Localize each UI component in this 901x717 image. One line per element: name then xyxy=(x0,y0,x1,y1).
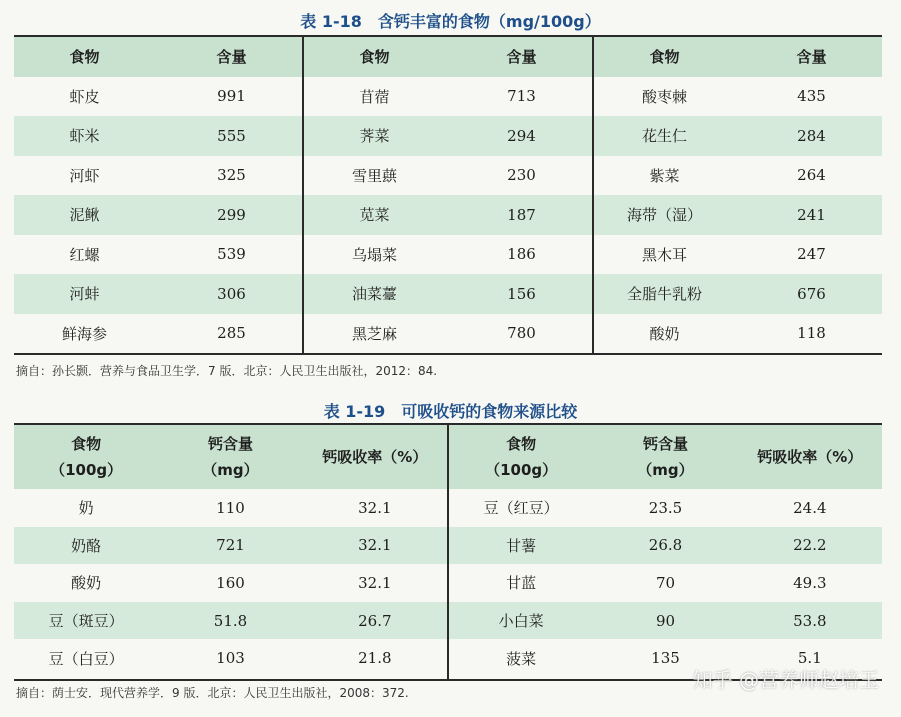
value-cell: 780 xyxy=(507,324,536,343)
table-header-row xyxy=(304,37,592,77)
table-row xyxy=(594,314,882,354)
rate-cell: 32.1 xyxy=(358,498,392,517)
food-cell: 豆（红豆） xyxy=(483,499,559,518)
table-row xyxy=(14,274,302,314)
table-1-19 xyxy=(14,423,882,681)
table-row xyxy=(449,564,882,602)
rate-cell: 53.8 xyxy=(793,611,827,630)
value-cell: 156 xyxy=(507,284,536,303)
food-cell: 红螺 xyxy=(69,245,100,264)
header-food-line1: 食物 xyxy=(506,435,537,453)
calcium-cell: 103 xyxy=(216,649,245,668)
table-1-19-left xyxy=(14,425,447,679)
food-cell: 河蚌 xyxy=(69,285,100,304)
header-calcium-line2: （mg） xyxy=(202,461,259,479)
table-row xyxy=(594,274,882,314)
table-1-18 xyxy=(14,35,882,355)
table-row xyxy=(14,564,447,602)
food-cell: 奶酪 xyxy=(71,536,102,555)
rate-cell: 5.1 xyxy=(797,649,822,668)
table-row xyxy=(304,156,592,196)
table-row xyxy=(14,116,302,156)
value-cell: 676 xyxy=(797,284,826,303)
table-1-18-block-2 xyxy=(302,37,592,353)
value-cell: 539 xyxy=(217,245,246,264)
calcium-cell: 160 xyxy=(216,573,245,592)
value-cell: 555 xyxy=(217,126,246,145)
food-cell: 雪里蕻 xyxy=(351,166,397,185)
food-cell: 豆（白豆） xyxy=(48,649,124,668)
header-calcium-line1: 钙含量 xyxy=(207,435,253,453)
table-header-row xyxy=(14,37,302,77)
table-row xyxy=(304,314,592,354)
value-cell: 187 xyxy=(507,205,536,224)
table-header-row xyxy=(594,37,882,77)
food-cell: 酸奶 xyxy=(649,324,680,343)
table-row xyxy=(594,116,882,156)
rate-cell: 24.4 xyxy=(793,498,827,517)
value-cell: 285 xyxy=(217,324,246,343)
food-cell: 甘蓝 xyxy=(506,574,537,593)
food-cell: 虾皮 xyxy=(69,87,100,106)
food-cell: 乌塌菜 xyxy=(351,245,397,264)
header-food-line1: 食物 xyxy=(71,435,102,453)
watermark: 知乎 @营养师赵培玉 xyxy=(692,668,879,692)
value-cell: 713 xyxy=(507,87,536,106)
header-calcium-line1: 钙含量 xyxy=(642,435,688,453)
header-content: 含量 xyxy=(796,48,827,67)
value-cell: 435 xyxy=(797,87,826,106)
table-1-18-block-3 xyxy=(592,37,882,353)
value-cell: 306 xyxy=(217,284,246,303)
header-calcium xyxy=(158,431,302,483)
food-cell: 菠菜 xyxy=(506,649,537,668)
food-cell: 全脂牛乳粉 xyxy=(626,285,702,304)
table-row xyxy=(594,156,882,196)
table-1-18-source: 摘自：孙长颢．营养与食品卫生学．7 版．北京：人民卫生出版社，2012：84. xyxy=(16,364,438,378)
food-cell: 鲜海参 xyxy=(61,324,107,343)
table-1-19-title: 表 1-19 可吸收钙的食物来源比较 xyxy=(323,402,578,421)
table-row xyxy=(14,77,302,117)
calcium-cell: 135 xyxy=(651,649,680,668)
food-cell: 小白菜 xyxy=(498,612,544,631)
table-row xyxy=(304,77,592,117)
table-1-18-title: 表 1-18 含钙丰富的食物（mg/100g） xyxy=(300,12,601,31)
rate-cell: 22.2 xyxy=(793,536,827,555)
table-row xyxy=(14,156,302,196)
table-row xyxy=(14,527,447,565)
table-row xyxy=(594,195,882,235)
table-row xyxy=(14,489,447,527)
header-food-line2: （100g） xyxy=(485,461,558,479)
food-cell: 奶 xyxy=(78,499,94,518)
header-absorption: 钙吸收率（%） xyxy=(757,448,863,466)
value-cell: 186 xyxy=(507,245,536,264)
table-header-row xyxy=(14,425,447,489)
rate-cell: 32.1 xyxy=(358,573,392,592)
calcium-cell: 51.8 xyxy=(213,611,248,630)
food-cell: 甘薯 xyxy=(506,536,537,555)
value-cell: 247 xyxy=(797,245,826,264)
calcium-cell: 26.8 xyxy=(648,536,683,555)
table-1-18-block-1 xyxy=(14,37,302,353)
food-cell: 海带（湿） xyxy=(626,206,702,225)
table-row xyxy=(304,274,592,314)
value-cell: 325 xyxy=(217,166,246,185)
header-content: 含量 xyxy=(216,48,247,67)
food-cell: 泥鳅 xyxy=(69,206,100,225)
value-cell: 991 xyxy=(217,87,246,106)
table-row xyxy=(14,195,302,235)
calcium-cell: 721 xyxy=(216,536,245,555)
food-cell: 虾米 xyxy=(69,127,100,146)
header-food: 食物 xyxy=(69,48,100,67)
table-row xyxy=(304,235,592,275)
table-row xyxy=(449,489,882,527)
header-food: 食物 xyxy=(359,48,390,67)
food-cell: 油菜薹 xyxy=(351,285,397,304)
header-food xyxy=(14,431,158,483)
food-cell: 花生仁 xyxy=(641,127,687,146)
value-cell: 284 xyxy=(797,126,826,145)
table-row xyxy=(449,602,882,640)
rate-cell: 49.3 xyxy=(793,573,827,592)
table-row xyxy=(14,639,447,677)
value-cell: 299 xyxy=(217,205,246,224)
table-row xyxy=(14,235,302,275)
value-cell: 294 xyxy=(507,126,536,145)
table-row xyxy=(14,602,447,640)
table-1-19-right xyxy=(447,425,882,679)
calcium-cell: 90 xyxy=(655,611,676,630)
food-cell: 黑木耳 xyxy=(641,245,687,264)
food-cell: 紫菜 xyxy=(649,166,680,185)
table-row xyxy=(594,77,882,117)
food-cell: 豆（斑豆） xyxy=(48,612,124,631)
header-calcium-line2: （mg） xyxy=(637,461,694,479)
rate-cell: 21.8 xyxy=(358,649,392,668)
header-food-line2: （100g） xyxy=(50,461,123,479)
header-calcium xyxy=(593,431,737,483)
table-row xyxy=(449,527,882,565)
calcium-cell: 110 xyxy=(216,498,245,517)
food-cell: 荠菜 xyxy=(359,127,390,146)
value-cell: 118 xyxy=(797,324,826,343)
table-1-19-source: 摘自：荫士安．现代营养学．9 版．北京：人民卫生出版社，2008：372. xyxy=(16,686,409,700)
food-cell: 苜蓿 xyxy=(359,87,390,106)
calcium-cell: 23.5 xyxy=(648,498,683,517)
table-row xyxy=(304,195,592,235)
food-cell: 河虾 xyxy=(69,166,100,185)
table-row xyxy=(304,116,592,156)
value-cell: 241 xyxy=(797,205,826,224)
header-food xyxy=(449,431,593,483)
rate-cell: 32.1 xyxy=(358,536,392,555)
table-row xyxy=(594,235,882,275)
value-cell: 264 xyxy=(797,166,826,185)
food-cell: 酸枣棘 xyxy=(641,87,687,106)
header-content: 含量 xyxy=(506,48,537,67)
header-food: 食物 xyxy=(649,48,680,67)
food-cell: 黑芝麻 xyxy=(351,324,397,343)
value-cell: 230 xyxy=(507,166,536,185)
rate-cell: 26.7 xyxy=(358,611,392,630)
food-cell: 苋菜 xyxy=(359,206,390,225)
food-cell: 酸奶 xyxy=(71,574,102,593)
table-row xyxy=(14,314,302,354)
header-absorption: 钙吸收率（%） xyxy=(322,448,428,466)
calcium-cell: 70 xyxy=(655,573,676,592)
table-header-row xyxy=(449,425,882,489)
